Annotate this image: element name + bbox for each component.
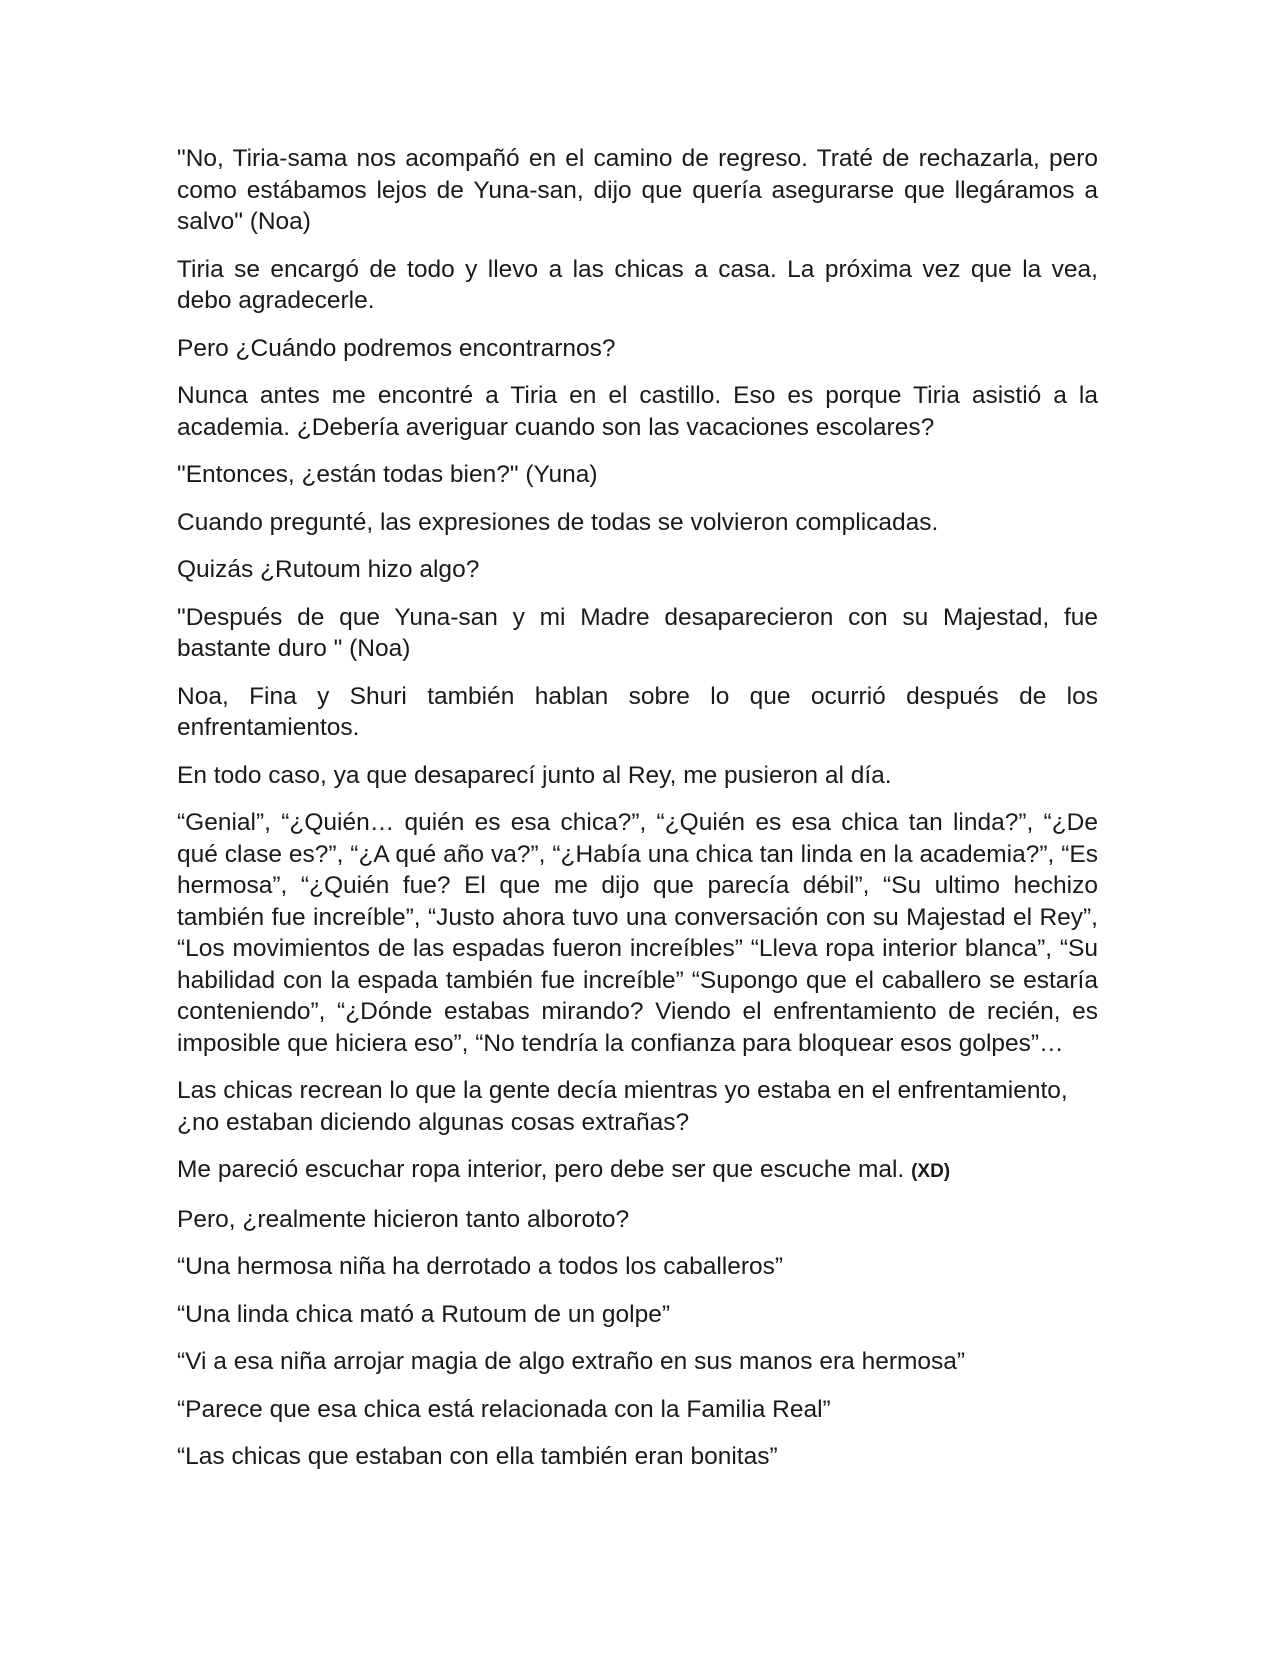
paragraph-14: Pero, ¿realmente hicieron tanto alboroto? xyxy=(177,1205,630,1233)
paragraph-3: Pero ¿Cuándo podremos encontrarnos? xyxy=(177,334,616,362)
paragraph-2: Tiria se encargó de todo y llevo a las chicas a casa. La próxima vez que la vea, debo agradecerle. xyxy=(177,255,1098,314)
paragraph-6: Cuando pregunté, las expresiones de todas se volvieron complicadas. xyxy=(177,508,939,536)
paragraph-4: Nunca antes me encontré a Tiria en el castillo. Eso es porque Tiria asistió a la academia. ¿Debería averiguar cuando son las vacaciones escolares? xyxy=(177,382,1098,441)
paragraph-10: En todo caso, ya que desaparecí junto al Rey, me pusieron al día. xyxy=(177,761,892,789)
paragraph-5: "Entonces, ¿están todas bien?" (Yuna) xyxy=(177,461,598,488)
paragraph-1: "No, Tiria-sama nos acompañó en el camino de regreso. Traté de rechazarla, pero como estábamos lejos de Yuna-san, dijo que quería asegurarse que llegáramos a salvo" (Noa) xyxy=(177,145,1098,235)
paragraph-11: “Genial”, “¿Quién… quién es esa chica?”, “¿Quién es esa chica tan linda?”, “¿De qué clase es?”, “¿A qué año va?”, “¿Había una chica tan linda en la academia?”, “Es hermosa”, “¿Quién fue? El que me dijo que parecía débil”, “Su ultimo hechizo también fue increíble”, “Justo ahora tuvo una conversación con su Majestad el Rey”, “Los movimientos de las espadas fueron increíbles” “Lleva ropa interior blanca”, “Su habilidad con la espada también fue increíble” “Supongo que el caballero se estaría conteniendo”, “¿Dónde estabas mirando? Viendo el enfrentamiento de recién, es imposible que hiciera eso”, “No tendría la confianza para bloquear esos golpes”… xyxy=(177,809,1098,1057)
paragraph-15: “Una hermosa niña ha derrotado a todos los caballeros” xyxy=(177,1253,784,1280)
paragraph-12: Las chicas recrean lo que la gente decía mientras yo estaba en el enfrentamiento, ¿no estaban diciendo algunas cosas extrañas? xyxy=(177,1077,1068,1136)
translator-note: (XD) xyxy=(911,1161,951,1182)
document-page xyxy=(177,143,1098,1489)
paragraph-17: “Vi a esa niña arrojar magia de algo extraño en sus manos era hermosa” xyxy=(177,1348,966,1375)
paragraph-18: “Parece que esa chica está relacionada con la Familia Real” xyxy=(177,1395,831,1423)
paragraph-9: Noa, Fina y Shuri también hablan sobre lo que ocurrió después de los enfrentamientos. xyxy=(177,682,1098,741)
paragraph-16: “Una linda chica mató a Rutoum de un golpe” xyxy=(177,1300,671,1328)
paragraph-7: Quizás ¿Rutoum hizo algo? xyxy=(177,556,480,583)
paragraph-8: "Después de que Yuna-san y mi Madre desaparecieron con su Majestad, fue bastante duro " (Noa) xyxy=(177,603,1098,662)
paragraph-19: “Las chicas que estaban con ella también eran bonitas” xyxy=(177,1443,778,1470)
paragraph-13-text: Me pareció escuchar ropa interior, pero debe ser que escuche mal. xyxy=(177,1156,905,1183)
paragraph-13 xyxy=(177,1154,1098,1188)
